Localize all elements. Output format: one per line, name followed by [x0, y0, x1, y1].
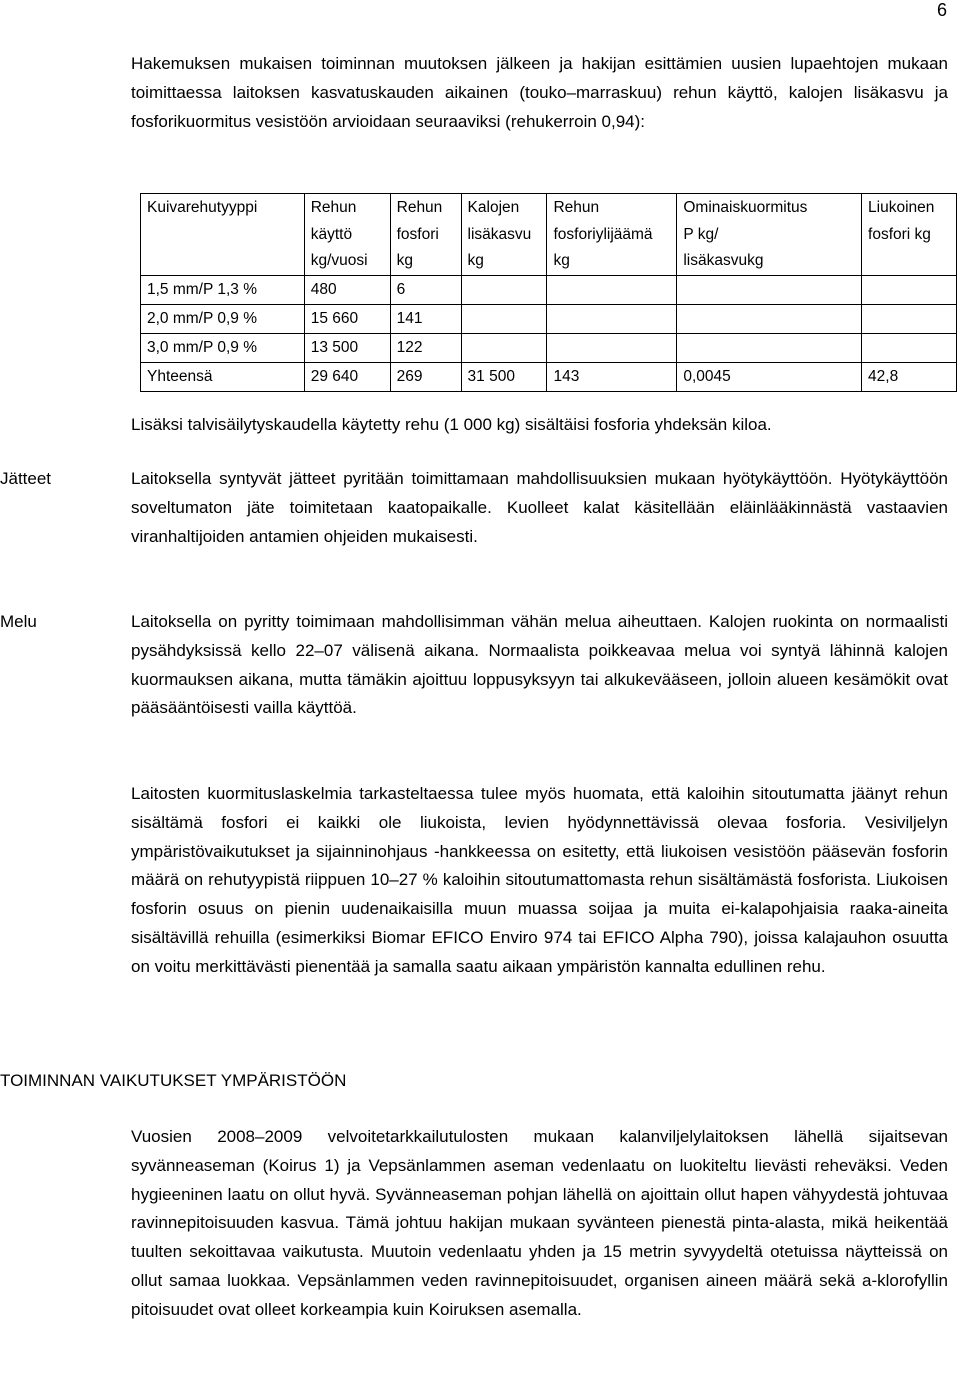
total-feed-use: 29 640: [304, 362, 390, 391]
cell-feed-use: 15 660: [304, 304, 390, 333]
cell-empty: [862, 333, 957, 362]
section-label-melu: Melu: [0, 612, 37, 631]
cell-empty: [677, 275, 862, 304]
header-specific-load: Ominaiskuormitus P kg/ lisäkasvukg: [677, 194, 862, 276]
cell-feed-phosphorus: 141: [390, 304, 461, 333]
page-number: 6: [937, 0, 948, 20]
cell-feed-phosphorus: 6: [390, 275, 461, 304]
noise-paragraph: Laitoksella on pyritty toimimaan mahdollisimman vähän melua aiheuttaen. Kalojen ruokinta on normaalisti pysähdyksissä kello 22–07 välisenä aikana. Normaalista poikkeavaa melua voi syntyä lähinnä kalojen kuormauksen aikana, mutta tämäkin ajoittuu loppusyksyyn tai alkukevääseen, jolloin alueen kesämökit ovat pääsääntöisesti vailla käyttöä.: [131, 612, 948, 718]
total-fish-growth: 31 500: [461, 362, 547, 391]
cell-feed-type: 3,0 mm/P 0,9 %: [141, 333, 305, 362]
cell-feed-use: 13 500: [304, 333, 390, 362]
cell-empty: [461, 333, 547, 362]
header-feed-phosphorus: Rehun fosfori kg: [390, 194, 461, 276]
section-heading: TOIMINNAN VAIKUTUKSET YMPÄRISTÖÖN: [0, 1071, 347, 1090]
table-row: [141, 333, 957, 362]
table-row: [141, 304, 957, 333]
header-soluble-phosphorus: Liukoinen fosfori kg: [862, 194, 957, 276]
total-label: Yhteensä: [141, 362, 305, 391]
cell-empty: [547, 275, 677, 304]
table-total-row: [141, 362, 957, 391]
cell-empty: [547, 304, 677, 333]
header-fish-growth: Kalojen lisäkasvu kg: [461, 194, 547, 276]
cell-empty: [547, 333, 677, 362]
table-header-row: [141, 194, 957, 276]
header-feed-use: Rehun käyttö kg/vuosi: [304, 194, 390, 276]
total-soluble-phosphorus: 42,8: [862, 362, 957, 391]
cell-empty: [461, 304, 547, 333]
winter-feed-note: Lisäksi talvisäilytyskaudella käytetty rehu (1 000 kg) sisältäisi fosforia yhdeksän kiloa.: [131, 415, 772, 434]
cell-empty: [461, 275, 547, 304]
table-row: [141, 275, 957, 304]
cell-feed-type: 1,5 mm/P 1,3 %: [141, 275, 305, 304]
intro-paragraph: Hakemuksen mukaisen toiminnan muutoksen jälkeen ja hakijan esittämien uusien lupaehtojen mukaan toimittaessa laitoksen kasvatuskauden aikainen (touko–marraskuu) rehun käyttö, kalojen lisäkasvu ja fosforikuormitus vesistöön arvioidaan seuraaviksi (rehukerroin 0,94):: [131, 54, 948, 131]
environmental-effects-paragraph: Vuosien 2008–2009 velvoitetarkkailutulosten mukaan kalanviljelylaitoksen lähellä sijaitsevan syvänneaseman (Koirus 1) ja Vepsänlammen aseman vedenlaatu on luokiteltu lievästi reheväksi. Veden hygieeninen laatu on ollut hyvä. Syvänneaseman pohjan lähellä on ajoittain ollut hapen vähyydestä johtuvaa ravinnepitoisuuden kasvua. Tämä johtuu hakijan mukaan syvänteen pienestä pinta-alasta, mikä heikentää tuulten sekoittavaa vaikutusta. Muutoin vedenlaatu yhden ja 15 metrin syvyydeltä otetuissa näytteissä on ollut samaa luokkaa. Vepsänlammen veden ravinnepitoisuudet, organisen aineen määrä sekä a-klorofyllin pitoisuudet ovat olleet korkeampia kuin Koiruksen asemalla.: [131, 1127, 948, 1319]
header-phosphorus-surplus: Rehun fosforiylijäämä kg: [547, 194, 677, 276]
header-feed-type: Kuivarehutyyppi: [141, 194, 305, 276]
cell-feed-use: 480: [304, 275, 390, 304]
total-specific-load: 0,0045: [677, 362, 862, 391]
feed-phosphorus-table: [140, 193, 957, 392]
cell-feed-type: 2,0 mm/P 0,9 %: [141, 304, 305, 333]
cell-feed-phosphorus: 122: [390, 333, 461, 362]
total-phosphorus-surplus: 143: [547, 362, 677, 391]
cell-empty: [677, 333, 862, 362]
cell-empty: [862, 275, 957, 304]
section-label-jatteet: Jätteet: [0, 469, 52, 488]
load-calculation-paragraph: Laitosten kuormituslaskelmia tarkasteltaessa tulee myös huomata, että kaloihin sitoutumatta jäänyt rehun sisältämä fosfori ei kaikki ole liukoista, levien hyödynnettävissä olevaa fosforia. Vesiviljelyn ympäristövaikutukset ja sijainninohjaus -hankkeessa on esitetty, että liukoisen vesistöön pääsevän fosforin määrä on rehutyypistä riippuen 10–27 % kaloihin sitoutumattomasta rehun sisältämästä fosforista. Liukoisen fosforin osuus on pienin uudenaikaisilla muun muassa soijaa ja muita ei-kalapohjaisia raaka-aineita sisältävillä rehuilla (esimerkiksi Biomar EFICO Enviro 974 tai EFICO Alpha 790), joissa kalajauhon osuutta on voitu merkittävästi pienentää ja samalla saatu aikaan ympäristön kannalta edullinen rehu.: [131, 784, 948, 976]
waste-paragraph: Laitoksella syntyvät jätteet pyritään toimittamaan mahdollisuuksien mukaan hyötykäyttöön. Hyötykäyttöön soveltumaton jäte toimitetaan kaatopaikalle. Kuolleet kalat käsitellään eläinlääkinnästä vastaavien viranhaltijoiden antamien ohjeiden mukaisesti.: [131, 469, 948, 546]
total-feed-phosphorus: 269: [390, 362, 461, 391]
cell-empty: [862, 304, 957, 333]
cell-empty: [677, 304, 862, 333]
